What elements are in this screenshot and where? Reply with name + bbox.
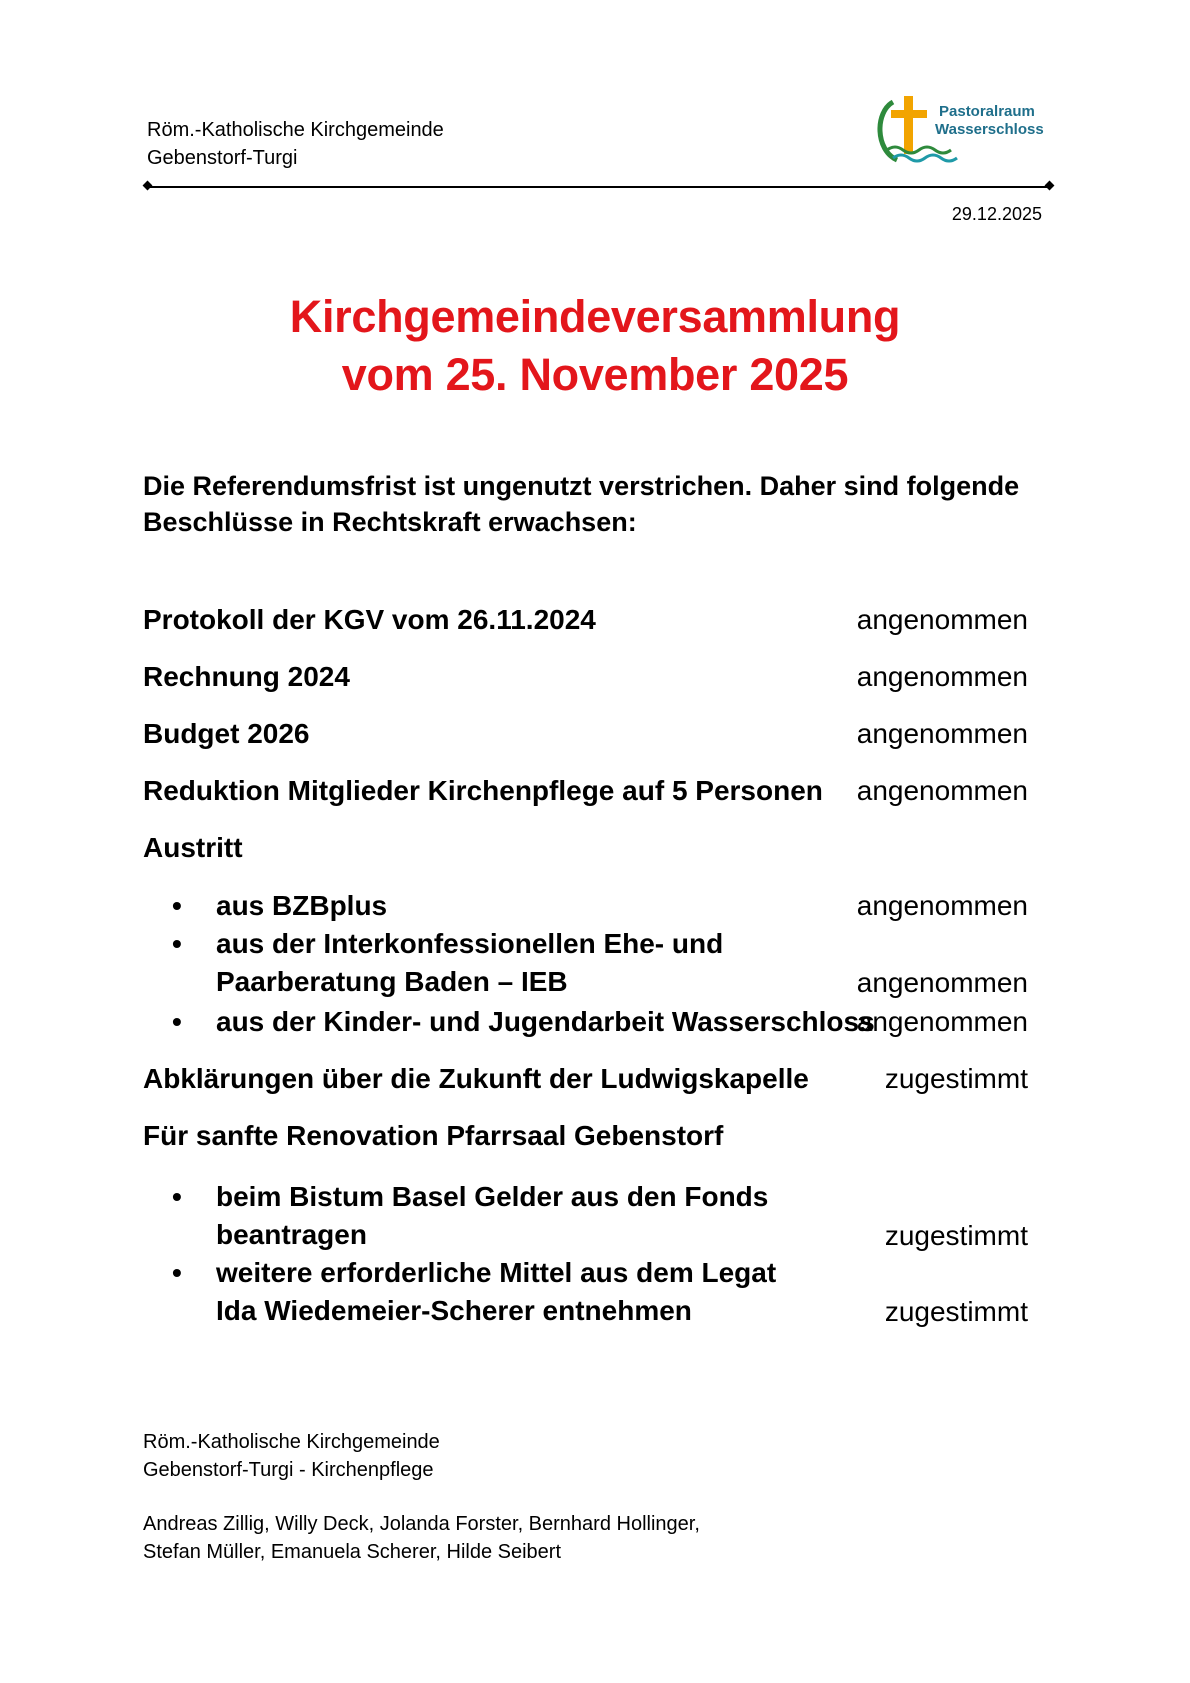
sub-resolution-status: angenommen (856, 1006, 1028, 1037)
bullet-icon: • (172, 928, 182, 959)
resolution-row (143, 657, 1028, 697)
document-date: 29.12.2025 (951, 204, 1042, 224)
org-line-2: Gebenstorf-Turgi (147, 147, 298, 169)
title-line-2: vom 25. November 2025 (341, 349, 849, 400)
resolution-row (143, 1116, 1028, 1156)
divider-end-right (1045, 181, 1055, 191)
resolution-label: Reduktion Mitglieder Kirchenpflege auf 5 Personen (143, 775, 823, 806)
sub-resolution-label-line-2: beantragen (216, 1219, 367, 1250)
logo-text-2: Wasserschloss (935, 121, 1044, 138)
cross-wave-icon (873, 92, 1053, 172)
members-line-1: Andreas Zillig, Willy Deck, Jolanda Forster, Bernhard Hollinger, (143, 1513, 700, 1535)
resolution-label: Abklärungen über die Zukunft der Ludwigskapelle (143, 1063, 809, 1094)
resolution-status: angenommen (856, 775, 1028, 806)
sub-resolution-status: angenommen (856, 890, 1028, 921)
resolution-row (143, 828, 1028, 868)
members-line-2: Stefan Müller, Emanuela Scherer, Hilde Seibert (143, 1541, 561, 1563)
resolution-status: angenommen (856, 604, 1028, 635)
pastoralraum-logo (873, 92, 1053, 172)
footer-line-1: Röm.-Katholische Kirchgemeinde (143, 1431, 440, 1453)
org-line-1: Röm.-Katholische Kirchgemeinde (147, 119, 444, 141)
sub-resolution-row (172, 1178, 1028, 1254)
sub-resolution-status: zugestimmt (884, 1296, 1028, 1327)
resolution-label: Protokoll der KGV vom 26.11.2024 (143, 604, 596, 635)
resolution-label: Austritt (143, 832, 243, 863)
footer-organization (143, 1428, 440, 1484)
logo-text-1: Pastoralraum (939, 103, 1035, 120)
resolution-status: angenommen (856, 661, 1028, 692)
sub-resolution-label-line-2: Ida Wiedemeier-Scherer entnehmen (216, 1295, 692, 1326)
divider-end-left (143, 181, 153, 191)
intro-line-2: Beschlüsse in Rechtskraft erwachsen: (143, 507, 637, 537)
sub-resolution-row (172, 1254, 1028, 1330)
resolution-label: Für sanfte Renovation Pfarrsaal Gebenstorf (143, 1120, 724, 1151)
sub-resolution-label-line-1: beim Bistum Basel Gelder aus den Fonds (216, 1181, 769, 1212)
sub-resolution-status: zugestimmt (884, 1220, 1028, 1251)
sub-resolution-label-line-1: aus der Interkonfessionellen Ehe- und (216, 928, 724, 959)
header-divider (147, 186, 1051, 188)
sub-resolution-label-line-1: weitere erforderliche Mittel aus dem Legat (216, 1257, 777, 1288)
intro-paragraph (143, 468, 1043, 540)
resolution-label: Budget 2026 (143, 718, 310, 749)
sub-resolution-row (172, 925, 1028, 1001)
bullet-icon: • (172, 1257, 182, 1288)
bullet-icon: • (172, 1181, 182, 1212)
resolution-row (143, 714, 1028, 754)
footer-members (143, 1510, 700, 1566)
sub-resolution-row (172, 886, 1028, 926)
sub-resolution-label: aus BZBplus (216, 890, 388, 921)
sub-resolution-row (172, 1002, 1028, 1042)
bullet-icon: • (172, 890, 182, 921)
bullet-icon: • (172, 1006, 182, 1037)
resolution-status: zugestimmt (884, 1063, 1028, 1094)
organization-name (147, 116, 444, 172)
page-title (0, 288, 1190, 404)
sub-resolution-label: aus der Kinder- und Jugendarbeit Wasserschloss (216, 1006, 875, 1037)
resolution-row (143, 1059, 1028, 1099)
resolution-row (143, 771, 1028, 811)
sub-resolution-status: angenommen (856, 967, 1028, 998)
resolution-label: Rechnung 2024 (143, 661, 350, 692)
resolution-row (143, 600, 1028, 640)
title-line-1: Kirchgemeindeversammlung (289, 291, 901, 342)
resolution-status: angenommen (856, 718, 1028, 749)
sub-resolution-label-line-2: Paarberatung Baden – IEB (216, 966, 568, 997)
intro-line-1: Die Referendumsfrist ist ungenutzt verstrichen. Daher sind folgende (143, 471, 1020, 501)
footer-line-2: Gebenstorf-Turgi - Kirchenpflege (143, 1459, 434, 1481)
